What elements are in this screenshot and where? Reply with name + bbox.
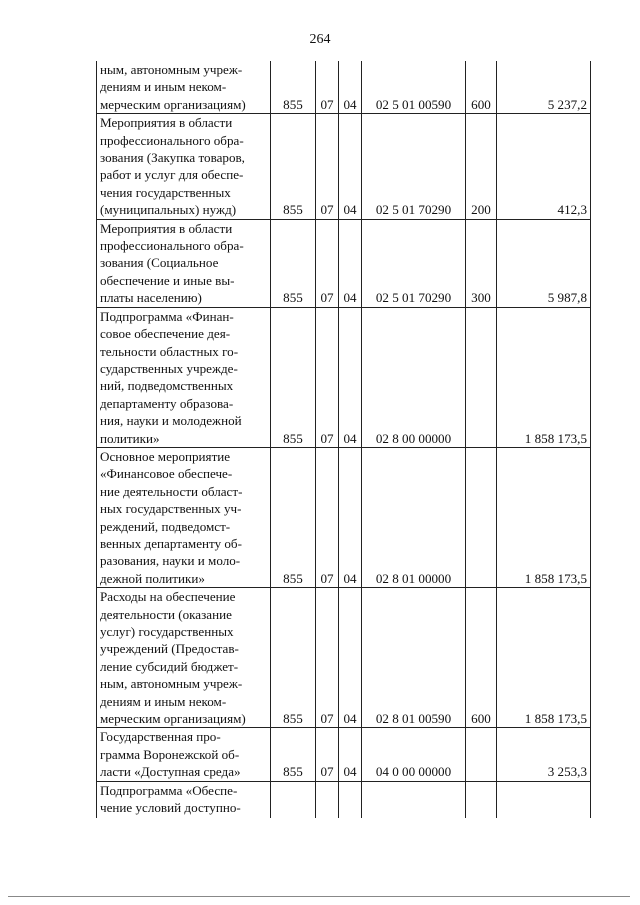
cell-expense-type: 600 (466, 61, 497, 114)
cell-item-name (97, 447, 271, 587)
table-row (97, 588, 591, 728)
cell-amount: 3 253,3 (497, 728, 591, 781)
cell-section: 07 (316, 728, 339, 781)
table-row (97, 728, 591, 781)
cell-section: 07 (316, 588, 339, 728)
cell-subsection: 04 (339, 307, 362, 447)
cell-section: 07 (316, 447, 339, 587)
cell-target-article: 02 5 01 00590 (362, 61, 466, 114)
cell-item-name (97, 61, 271, 114)
item-name-line: зования (Закупка товаров, (100, 150, 245, 166)
cell-expense-type: 600 (466, 588, 497, 728)
cell-grbs: 855 (271, 728, 316, 781)
cell-grbs: 855 (271, 219, 316, 307)
item-name-line: реждений, подведомст- (100, 518, 231, 534)
cell-subsection: 04 (339, 114, 362, 219)
cell-section: 07 (316, 114, 339, 219)
budget-table (96, 61, 591, 818)
item-name-line: Основное мероприятие (100, 448, 231, 464)
cell-subsection: 04 (339, 588, 362, 728)
item-name-line: ным, автономным учреж- (100, 62, 243, 77)
cell-amount: 5 237,2 (497, 61, 591, 114)
cell-subsection: 04 (339, 447, 362, 587)
item-name-line: ных государственных уч- (100, 501, 242, 517)
item-name-line: профессионального обра- (100, 132, 244, 148)
item-name-line: венных департаменту об- (100, 535, 242, 551)
cell-target-article: 04 0 00 00000 (362, 728, 466, 781)
cell-expense-type: 200 (466, 114, 497, 219)
item-name-line: дениям и иным неком- (100, 79, 227, 95)
cell-expense-type (466, 447, 497, 587)
item-name-line: ние деятельности област- (100, 483, 243, 499)
cell-item-name (97, 588, 271, 728)
item-name-line: ния, науки и молодежной (100, 413, 242, 429)
cell-expense-type (466, 728, 497, 781)
item-name-line: мерческим организациям) (100, 96, 246, 112)
cell-subsection: 04 (339, 728, 362, 781)
cell-grbs: 855 (271, 447, 316, 587)
item-name-line: Подпрограмма «Обеспе- (100, 782, 238, 798)
cell-amount: 5 987,8 (497, 219, 591, 307)
item-name-line: тельности областных го- (100, 343, 239, 359)
item-name-line: услуг) государственных (100, 624, 234, 639)
cell-section: 07 (316, 61, 339, 114)
cell-amount: 412,3 (497, 114, 591, 219)
item-name-line: ным, автономным учреж- (100, 676, 243, 692)
cell-target-article: 02 5 01 70290 (362, 114, 466, 219)
page-edge-line (8, 896, 630, 897)
item-name-line: Мероприятия в области (100, 220, 233, 236)
item-name-line: Подпрограмма «Финан- (100, 308, 234, 324)
item-name-line: дежной политики» (100, 570, 205, 586)
item-name-line: Мероприятия в области (100, 115, 233, 131)
item-name-line: чения государственных (100, 184, 231, 200)
page-number: 264 (309, 32, 331, 47)
item-name-line: Расходы на обеспечение (100, 589, 236, 605)
cell-amount (497, 781, 591, 818)
item-name-line: чение условий доступно- (100, 800, 241, 816)
cell-subsection: 04 (339, 219, 362, 307)
table-row (97, 61, 591, 114)
item-name-line: (муниципальных) нужд) (100, 202, 237, 218)
item-name-line: работ и услуг для обеспе- (100, 167, 244, 183)
cell-amount: 1 858 173,5 (497, 307, 591, 447)
item-name-line: ласти «Доступная среда» (100, 764, 241, 780)
cell-expense-type (466, 307, 497, 447)
cell-section: 07 (316, 307, 339, 447)
item-name-line: разования, науки и моло- (100, 553, 241, 569)
cell-item-name (97, 781, 271, 818)
cell-amount: 1 858 173,5 (497, 447, 591, 587)
item-name-line: ление субсидий бюджет- (100, 658, 239, 674)
cell-grbs: 855 (271, 307, 316, 447)
cell-grbs: 855 (271, 588, 316, 728)
table-row (97, 114, 591, 219)
cell-item-name (97, 114, 271, 219)
item-name-line: обеспечение и иные вы- (100, 272, 235, 288)
cell-item-name (97, 219, 271, 307)
table-row (97, 447, 591, 587)
item-name-line: дениям и иным неком- (100, 693, 227, 709)
cell-item-name (97, 307, 271, 447)
item-name-line: профессионального обра- (100, 238, 244, 254)
cell-target-article: 02 8 00 00000 (362, 307, 466, 447)
cell-target-article (362, 781, 466, 818)
table-body (97, 61, 591, 818)
item-name-line: мерческим организациям) (100, 711, 246, 727)
cell-subsection (339, 781, 362, 818)
item-name-line: зования (Социальное (100, 255, 219, 271)
cell-expense-type (466, 781, 497, 818)
item-name-line: политики» (100, 430, 160, 446)
cell-grbs: 855 (271, 114, 316, 219)
cell-target-article: 02 5 01 70290 (362, 219, 466, 307)
item-name-line: совое обеспечение дея- (100, 326, 231, 342)
cell-expense-type: 300 (466, 219, 497, 307)
table-row (97, 307, 591, 447)
cell-target-article: 02 8 01 00000 (362, 447, 466, 587)
item-name-line: ний, подведомственных (100, 378, 234, 394)
item-name-line: деятельности (оказание (100, 606, 232, 622)
cell-grbs (271, 781, 316, 818)
cell-subsection: 04 (339, 61, 362, 114)
item-name-line: департаменту образова- (100, 395, 234, 411)
cell-section: 07 (316, 219, 339, 307)
item-name-line: учреждений (Предостав- (100, 641, 239, 657)
table-row (97, 781, 591, 818)
item-name-line: «Финансовое обеспече- (100, 466, 233, 482)
cell-item-name (97, 728, 271, 781)
cell-target-article: 02 8 01 00590 (362, 588, 466, 728)
table-row (97, 219, 591, 307)
item-name-line: платы населению) (100, 290, 202, 306)
item-name-line: сударственных учрежде- (100, 360, 238, 376)
cell-grbs: 855 (271, 61, 316, 114)
item-name-line: Государственная про- (100, 729, 221, 745)
cell-section (316, 781, 339, 818)
item-name-line: грамма Воронежской об- (100, 746, 240, 762)
cell-amount: 1 858 173,5 (497, 588, 591, 728)
